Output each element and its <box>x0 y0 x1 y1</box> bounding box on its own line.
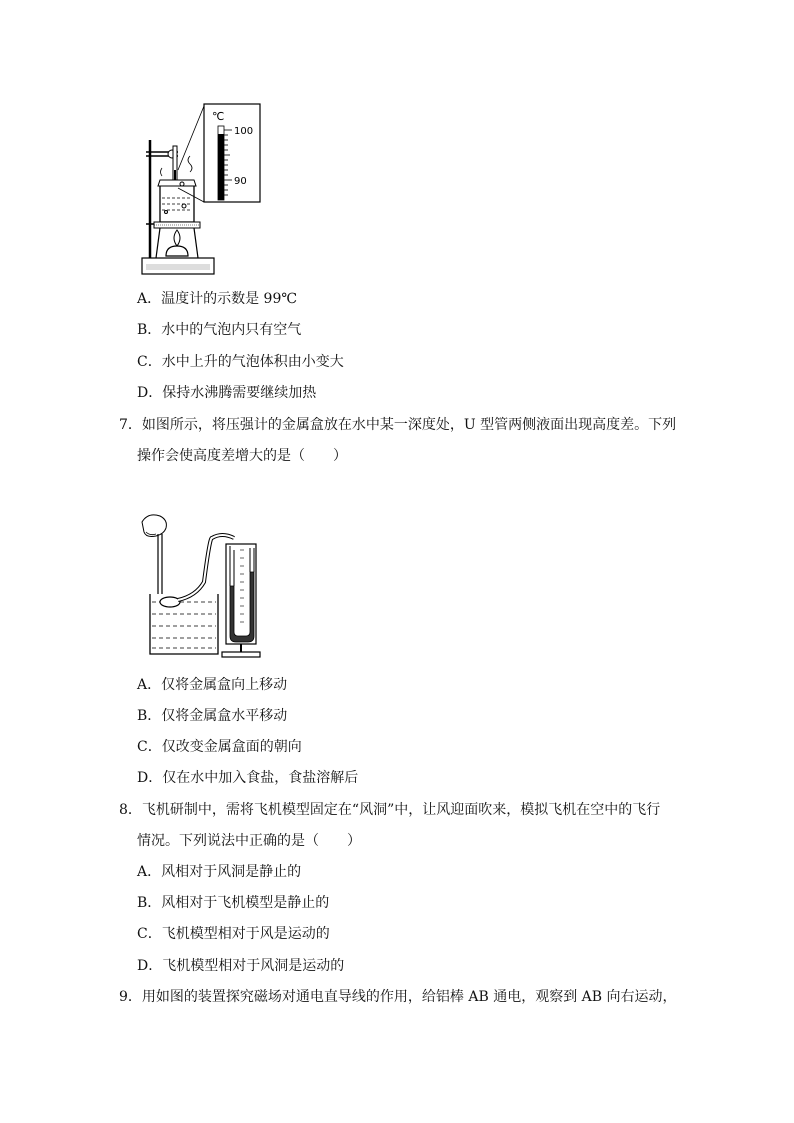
q8-stem-line1: 8．飞机研制中，需将飞机模型固定在“风洞”中，让风迎面吹来，模拟飞机在空中的飞行 <box>119 802 661 818</box>
q7-option-b: B．仅将金属盒水平移动 <box>137 708 288 724</box>
q8-option-b: B．风相对于飞机模型是静止的 <box>137 895 330 911</box>
pressure-gauge-figure <box>136 510 268 660</box>
q7-stem-line2: 操作会使高度差增大的是（ ） <box>137 448 347 464</box>
u-tube-stand <box>222 652 260 657</box>
q8-option-a: A．风相对于风洞是静止的 <box>137 864 302 880</box>
q8-stem-line2: 情况。下列说法中正确的是（ ） <box>137 833 361 849</box>
q8-option-d: D．飞机模型相对于风洞是运动的 <box>137 958 345 974</box>
hand <box>142 515 166 537</box>
q7-option-a: A．仅将金属盒向上移动 <box>137 677 288 693</box>
alcohol-lamp <box>166 246 188 256</box>
celsius-unit-label: ℃ <box>212 110 225 123</box>
q7-option-c: C．仅改变金属盒面的朝向 <box>137 739 302 755</box>
scale-label-100: 100 <box>234 126 254 137</box>
q6-option-a: A．温度计的示数是 99℃ <box>137 291 298 307</box>
q7-stem-line1: 7．如图所示，将压强计的金属盒放在水中某一深度处，U 型管两侧液面出现高度差。下列 <box>119 417 677 433</box>
scale-label-90: 90 <box>234 176 247 187</box>
flame <box>174 230 180 246</box>
q6-option-c: C．水中上升的气泡体积由小变大 <box>137 354 344 370</box>
boiling-water-figure <box>136 100 266 280</box>
metal-box <box>160 597 180 607</box>
q6-option-b: B．水中的气泡内只有空气 <box>137 322 302 338</box>
q6-option-d: D．保持水沸腾需要继续加热 <box>137 385 317 401</box>
q8-option-c: C．飞机模型相对于风是运动的 <box>137 926 330 942</box>
q7-option-d: D．仅在水中加入食盐，食盐溶解后 <box>137 770 359 786</box>
q9-stem-line1: 9．用如图的装置探究磁场对通电直导线的作用，给铝棒 AB 通电，观察到 AB 向右运动， <box>119 989 677 1005</box>
